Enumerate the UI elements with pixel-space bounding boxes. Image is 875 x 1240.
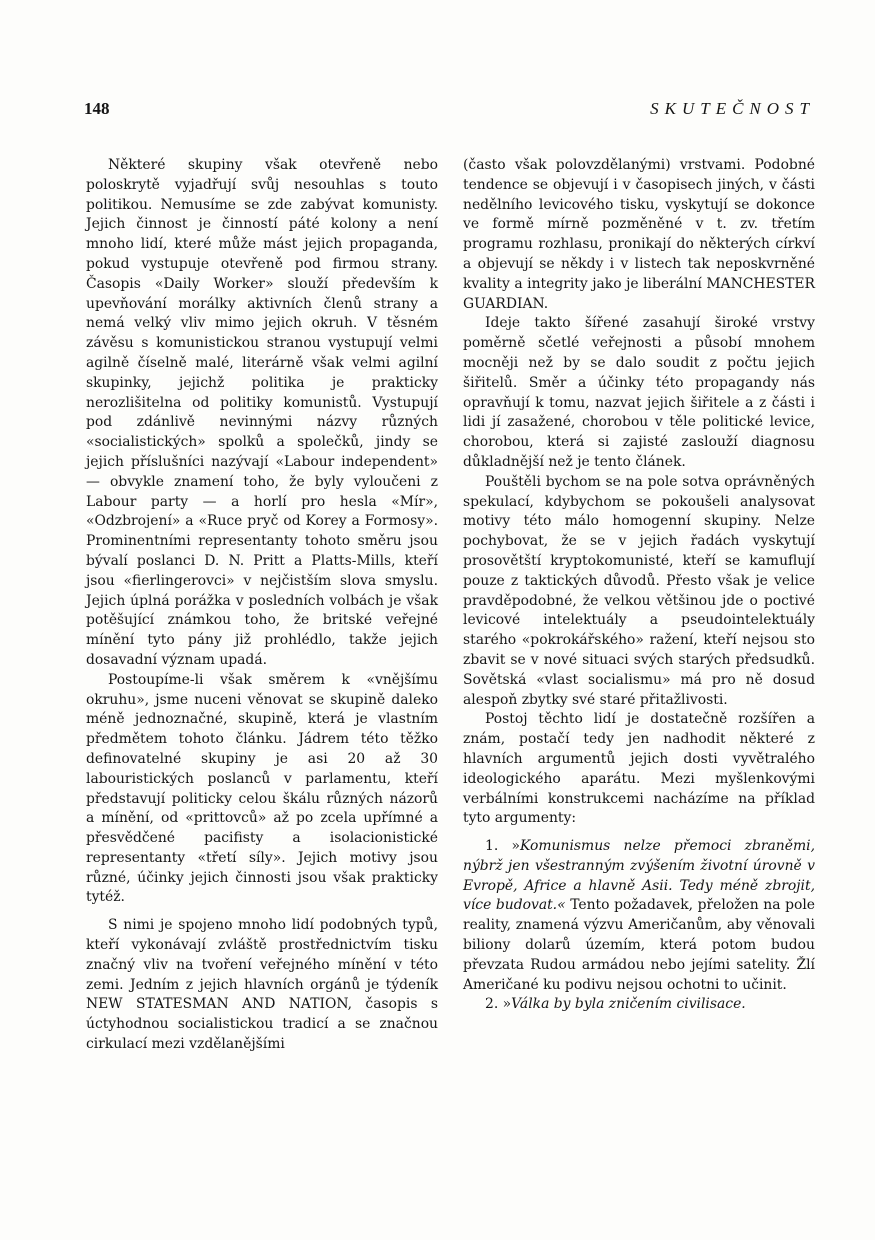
list-item [463, 995, 815, 1015]
paragraph: Postoupíme-li však směrem k «vnějšímu okruhu», jsme nuceni věnovat se skupině daleko méně jednoznačné, skupině, která je vlastním předmětem tohoto článku. Jádrem této těžko definovatelné skupiny je asi 20 až 30 labouristických poslanců v parlamentu, kteří představují politicky celou škálu různých názorů a mínění, od «prittovců» až po zcela upřímné a přesvědčené pacifisty a isolacionistické representanty «třetí síly». Jejich motivy jsou různé, účinky jejich činnosti jsou však prakticky tytéž. [86, 671, 438, 906]
list-item-number: 1. » [485, 838, 521, 855]
paragraph: Postoj těchto lidí je dostatečně rozšířen a znám, postačí tedy jen nadhodit některé z hlavních argumentů jejich dosti vyvětralého ideologického aparátu. Mezi myšlenkovými verbálními konstrukcemi nacházíme na příklad tyto argumenty: [463, 711, 815, 827]
page-header [84, 99, 815, 125]
left-column [86, 156, 438, 1055]
list-item [463, 837, 815, 995]
list-item-text: Tento požadavek, přeložen na pole reality, znamená výzvu Američanům, aby věnovali biliony dolarů územím, která potom budou převzata Rudou armádou nebo jejími satelity. Žlí Američané ku podivu nejsou ochotni to učinit. [463, 897, 815, 993]
paragraph: (často však polovzdělanými) vrstvami. Podobné tendence se objevují i v časopisech jiných, v části nedělního levicového tisku, vyskytují se dokonce ve formě mírně pozměněné v t. zv. třetím programu rozhlasu, pronikají do některých církví a objevují se někdy i v listech tak neposkvrněné kvality a integrity jako je liberální MANCHESTER GUARDIAN. [463, 157, 815, 312]
list-item-quote: Komunismus nelze přemoci zbraněmi, nýbrž jen všestranným zvýšením životní úrovně v Evropě, Africe a hlavně Asii. Tedy méně zbrojit, více budovat.« [463, 838, 816, 914]
page-number: 148 [84, 99, 110, 118]
right-column [463, 156, 815, 1015]
paragraph: Pouštěli bychom se na pole sotva oprávněných spekulací, kdybychom se pokoušeli analysovat motivy této málo homogenní skupiny. Nelze pochybovat, že se v jejich řadách vyskytují prosovětští kryptokomunisté, kteří se kamuflují pouze z taktických důvodů. Přesto však je velice pravděpodobné, že velkou většinou jde o poctivé levicové intelektuály a pseudointelektuály starého «pokrokářského» ražení, kteří nejsou sto zbavit se v nové situaci svých starých předsudků. Sovětská «vlast socialismu» má pro ně dosud alespoň zbytky své staré přitažlivosti. [463, 473, 815, 708]
paragraph: S nimi je spojeno mnoho lidí podobných typů, kteří vykonávají zvláště prostřednictvím tisku značný vliv na tvoření veřejného mínění v této zemi. Jedním z jejich hlavních orgánů je týdeník NEW STATESMAN AND NATION, časopis s úctyhodnou socialistickou tradicí a se značnou cirkulací mezi vzdělanějšími [86, 917, 438, 1053]
list-item-quote: Válka by byla zničením civilisace. [511, 996, 746, 1013]
running-head: SKUTEČNOST [650, 99, 815, 118]
list-item-number: 2. » [485, 996, 512, 1013]
paragraph: Ideje takto šířené zasahují široké vrstvy poměrně sčetlé veřejnosti a působí mnohem mocněji než by se dalo soudit z počtu jejich šiřitelů. Směr a účinky této propagandy nás opravňují k tomu, nazvat jejich šiřitele a z části i lidi jí zasažené, chorobou v těle politické levice, chorobou, která si zajisté zaslouží diagnosu důkladnější než je tento článek. [463, 315, 815, 470]
paragraph: Některé skupiny však otevřeně nebo poloskrytě vyjadřují svůj nesouhlas s touto politikou. Nemusíme se zde zabývat komunisty. Jejich činnost je činností páté kolony a není mnoho lidí, které může mást jejich propaganda, pokud vystupuje otevřeně pod firmou strany. Časopis «Daily Worker» slouží především k upevňování morálky aktivních členů strany a nemá velký vliv mimo jejich okruh. V těsném závěsu s komunistickou stranou vystupují velmi agilně číselně malé, literárně však velmi agilní skupinky, jejichž politika je prakticky nerozlišitelna od politiky komunistů. Vystupují pod zdánlivě nevinnými názvy různých «socialistických» spolků a společků, jindy se jejich příslušníci nazývají «Labour independent» — obvykle znamení toho, že byly vyloučeni z Labour party — a horlí pro hesla «Mír», «Odzbrojení» a «Ruce pryč od Korey a Formosy». Prominentními representanty tohoto směru jsou bývalí poslanci D. N. Pritt a Platts-Mills, kteří jsou «fierlingerovci» v nejčistším slova smyslu. Jejich úplná porážka v posledních volbách je však potěšující známkou toho, že britské veřejné mínění tyto pány již prohlédlo, takže jejich dosavadní význam upadá. [86, 157, 438, 668]
